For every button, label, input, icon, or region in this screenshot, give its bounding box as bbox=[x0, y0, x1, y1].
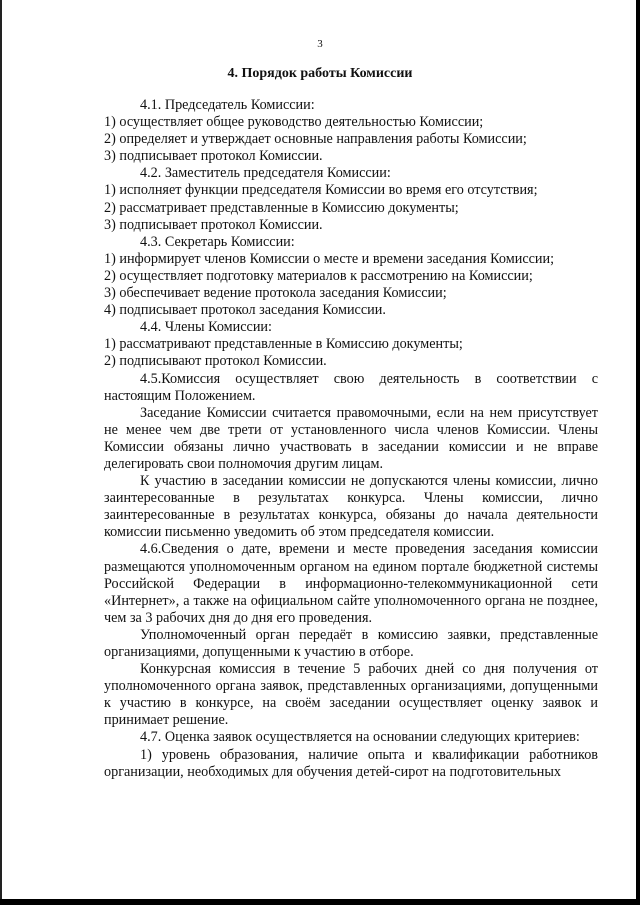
scan-edge-right bbox=[636, 0, 640, 905]
list-item: 1) информирует членов Комиссии о месте и времени заседания Комиссии; bbox=[104, 250, 555, 267]
scan-edge-bottom bbox=[0, 899, 640, 905]
paragraph: 4.5.Комиссия осуществляет свою деятельность в соответствии с настоящим Положением. bbox=[104, 370, 598, 404]
paragraph: К участию в заседании комиссии не допускаются члены комиссии, лично заинтересованные в результатах конкурса. Члены комиссии, лично заинтересованные в результатах конкурса, обязаны до начала деятельности комиссии письменно уведомить об этом председателя комиссии. bbox=[104, 473, 598, 541]
paragraph: 4.7. Оценка заявок осуществляется на основании следующих критериев: bbox=[140, 729, 580, 746]
paragraph: Конкурсная комиссия в течение 5 рабочих дней со дня получения от уполномоченного органа заявок, представленных организациями, допущенными к участию в конкурсе, на своём заседании осуществляет оценку заявок и принимает решение. bbox=[104, 661, 598, 729]
list-item: 2) определяет и утверждает основные направления работы Комиссии; bbox=[104, 131, 527, 148]
paragraph: 1) уровень образования, наличие опыта и квалификации работников организации, необходимых для обучения детей-сирот на подготовительных bbox=[104, 746, 598, 780]
list-item: 2) рассматривает представленные в Комиссию документы; bbox=[104, 199, 459, 216]
list-item: 1) исполняет функции председателя Комиссии во время его отсутствия; bbox=[104, 182, 538, 199]
paragraph: 4.4. Члены Комиссии: bbox=[140, 319, 272, 336]
list-item: 2) подписывают протокол Комиссии. bbox=[104, 353, 327, 370]
section-heading: 4. Порядок работы Комиссии bbox=[227, 66, 413, 81]
list-item: 3) подписывает протокол Комиссии. bbox=[104, 216, 323, 233]
scan-edge-left bbox=[0, 0, 2, 905]
paragraph: Уполномоченный орган передаёт в комиссию заявки, представленные организациями, допущенными к участию в отборе. bbox=[104, 626, 598, 660]
paragraph: 4.2. Заместитель председателя Комиссии: bbox=[140, 165, 391, 182]
paragraph: Заседание Комиссии считается правомочными, если на нем присутствует не менее чем две трети от установленного числа членов Комиссии. Члены Комиссии обязаны лично участвовать в заседании комиссии и не вправе делегировать свои полномочия другим лицам. bbox=[104, 404, 598, 472]
paragraph: 4.6.Сведения о дате, времени и месте проведения заседания комиссии размещаются уполномоченным органом на едином портале бюджетной системы Российской Федерации в информационно-телекоммуникационной сети «Интернет», а также на официальном сайте уполномоченного органа не позднее, чем за 3 рабочих дня до дня его проведения. bbox=[104, 541, 598, 626]
document-body bbox=[104, 97, 598, 781]
paragraph: 4.1. Председатель Комиссии: bbox=[140, 97, 315, 113]
page-number: 3 bbox=[317, 38, 323, 50]
list-item: 3) подписывает протокол Комиссии. bbox=[104, 148, 323, 165]
paragraph: 4.3. Секретарь Комиссии: bbox=[140, 233, 295, 250]
list-item: 3) обеспечивает ведение протокола заседания Комиссии; bbox=[104, 285, 447, 302]
list-item: 1) осуществляет общее руководство деятельностью Комиссии; bbox=[104, 114, 484, 131]
list-item: 2) осуществляет подготовку материалов к рассмотрению на Комиссии; bbox=[104, 267, 533, 284]
list-item: 4) подписывает протокол заседания Комиссии. bbox=[104, 302, 386, 319]
list-item: 1) рассматривают представленные в Комиссию документы; bbox=[104, 336, 463, 353]
